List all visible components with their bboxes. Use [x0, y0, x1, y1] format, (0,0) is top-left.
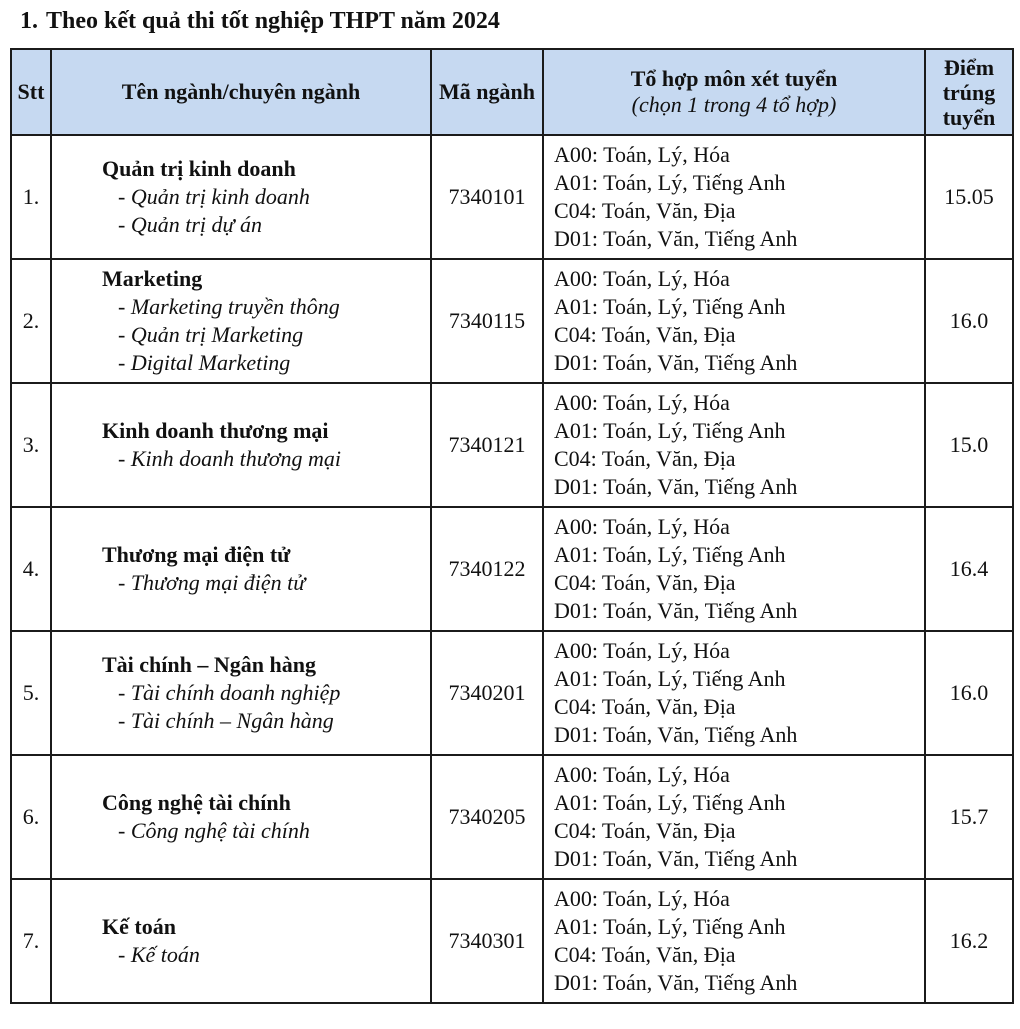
subject-combo: A00: Toán, Lý, Hóa: [554, 266, 730, 291]
section-heading: [20, 4, 500, 38]
table-row: [11, 259, 1013, 383]
subject-combo: A01: Toán, Lý, Tiếng Anh: [554, 666, 786, 691]
row-stt: 7.: [11, 879, 51, 1003]
subject-combo: D01: Toán, Văn, Tiếng Anh: [554, 474, 798, 499]
section-title: Theo kết quả thi tốt nghiệp THPT năm 2024: [46, 8, 500, 34]
subject-combo: A01: Toán, Lý, Tiếng Anh: [554, 914, 786, 939]
row-cutoff-score: 16.0: [925, 631, 1013, 755]
row-stt: 5.: [11, 631, 51, 755]
specialization-name: - Marketing truyền thông: [118, 294, 340, 319]
row-cutoff-score: 16.2: [925, 879, 1013, 1003]
header-combo-label: Tổ hợp môn xét tuyển: [630, 66, 838, 91]
subject-combo: A00: Toán, Lý, Hóa: [554, 514, 730, 539]
subject-combo: C04: Toán, Văn, Địa: [554, 570, 736, 595]
major-name: Thương mại điện tử: [102, 542, 291, 567]
specialization-name: - Thương mại điện tử: [118, 570, 306, 595]
major-name: Tài chính – Ngân hàng: [102, 652, 316, 677]
row-major-code: 7340205: [431, 755, 543, 879]
subject-combo: A00: Toán, Lý, Hóa: [554, 886, 730, 911]
table-row: [11, 507, 1013, 631]
subject-combo: A01: Toán, Lý, Tiếng Anh: [554, 790, 786, 815]
specialization-name: - Quản trị dự án: [118, 212, 262, 237]
row-cutoff-score: 15.0: [925, 383, 1013, 507]
subject-combo: D01: Toán, Văn, Tiếng Anh: [554, 970, 798, 995]
header-major-code: Mã ngành: [431, 49, 543, 135]
header-score-line1: Điểm: [943, 54, 995, 80]
specialization-name: - Kế toán: [118, 942, 200, 967]
subject-combo: C04: Toán, Văn, Địa: [554, 322, 736, 347]
subject-combo: C04: Toán, Văn, Địa: [554, 942, 736, 967]
row-major-cell: [51, 631, 431, 755]
specialization-name: - Công nghệ tài chính: [118, 818, 310, 843]
table-row: [11, 135, 1013, 259]
row-major-cell: [51, 507, 431, 631]
row-major-cell: [51, 135, 431, 259]
subject-combo: A00: Toán, Lý, Hóa: [554, 142, 730, 167]
subject-combo: D01: Toán, Văn, Tiếng Anh: [554, 846, 798, 871]
row-stt: 6.: [11, 755, 51, 879]
header-stt: Stt: [11, 49, 51, 135]
major-name: Kế toán: [102, 914, 176, 939]
row-subject-combos: [543, 259, 925, 383]
row-cutoff-score: 16.4: [925, 507, 1013, 631]
specialization-name: - Digital Marketing: [118, 350, 291, 375]
row-subject-combos: [543, 631, 925, 755]
header-major-name: Tên ngành/chuyên ngành: [51, 49, 431, 135]
row-major-cell: [51, 259, 431, 383]
subject-combo: A01: Toán, Lý, Tiếng Anh: [554, 542, 786, 567]
table-row: [11, 383, 1013, 507]
major-name: Kinh doanh thương mại: [102, 418, 329, 443]
row-stt: 4.: [11, 507, 51, 631]
subject-combo: C04: Toán, Văn, Địa: [554, 198, 736, 223]
section-number: 1.: [20, 8, 38, 34]
row-stt: 2.: [11, 259, 51, 383]
subject-combo: A00: Toán, Lý, Hóa: [554, 638, 730, 663]
major-name: Quản trị kinh doanh: [102, 156, 296, 181]
table-body: [11, 135, 1013, 1003]
subject-combo: D01: Toán, Văn, Tiếng Anh: [554, 226, 798, 251]
row-stt: 3.: [11, 383, 51, 507]
subject-combo: D01: Toán, Văn, Tiếng Anh: [554, 350, 798, 375]
row-subject-combos: [543, 755, 925, 879]
subject-combo: A01: Toán, Lý, Tiếng Anh: [554, 294, 786, 319]
subject-combo: A01: Toán, Lý, Tiếng Anh: [554, 170, 786, 195]
row-cutoff-score: 15.05: [925, 135, 1013, 259]
specialization-name: - Quản trị Marketing: [118, 322, 304, 347]
specialization-name: - Tài chính – Ngân hàng: [118, 708, 334, 733]
subject-combo: C04: Toán, Văn, Địa: [554, 694, 736, 719]
row-cutoff-score: 16.0: [925, 259, 1013, 383]
header-score: [925, 49, 1013, 135]
table-row: [11, 879, 1013, 1003]
subject-combo: A01: Toán, Lý, Tiếng Anh: [554, 418, 786, 443]
specialization-name: - Kinh doanh thương mại: [118, 446, 341, 471]
subject-combo: C04: Toán, Văn, Địa: [554, 818, 736, 843]
table-row: [11, 755, 1013, 879]
subject-combo: D01: Toán, Văn, Tiếng Anh: [554, 722, 798, 747]
row-major-cell: [51, 755, 431, 879]
header-combo-note: (chọn 1 trong 4 tổ hợp): [631, 92, 837, 117]
header-score-line3: tuyển: [942, 104, 996, 130]
row-major-code: 7340101: [431, 135, 543, 259]
row-major-code: 7340115: [431, 259, 543, 383]
subject-combo: D01: Toán, Văn, Tiếng Anh: [554, 598, 798, 623]
row-subject-combos: [543, 879, 925, 1003]
row-stt: 1.: [11, 135, 51, 259]
header-score-line2: trúng: [942, 79, 996, 105]
table-header-row: [11, 49, 1013, 135]
row-subject-combos: [543, 507, 925, 631]
header-subject-combo: [543, 49, 925, 135]
major-name: Marketing: [102, 266, 203, 291]
subject-combo: C04: Toán, Văn, Địa: [554, 446, 736, 471]
row-subject-combos: [543, 383, 925, 507]
row-major-code: 7340201: [431, 631, 543, 755]
specialization-name: - Quản trị kinh doanh: [118, 184, 310, 209]
row-major-cell: [51, 879, 431, 1003]
row-subject-combos: [543, 135, 925, 259]
row-major-cell: [51, 383, 431, 507]
row-major-code: 7340301: [431, 879, 543, 1003]
row-major-code: 7340122: [431, 507, 543, 631]
row-major-code: 7340121: [431, 383, 543, 507]
row-cutoff-score: 15.7: [925, 755, 1013, 879]
specialization-name: - Tài chính doanh nghiệp: [118, 680, 341, 705]
subject-combo: A00: Toán, Lý, Hóa: [554, 762, 730, 787]
major-name: Công nghệ tài chính: [102, 790, 291, 815]
subject-combo: A00: Toán, Lý, Hóa: [554, 390, 730, 415]
admission-table: [10, 48, 1014, 1004]
table-row: [11, 631, 1013, 755]
